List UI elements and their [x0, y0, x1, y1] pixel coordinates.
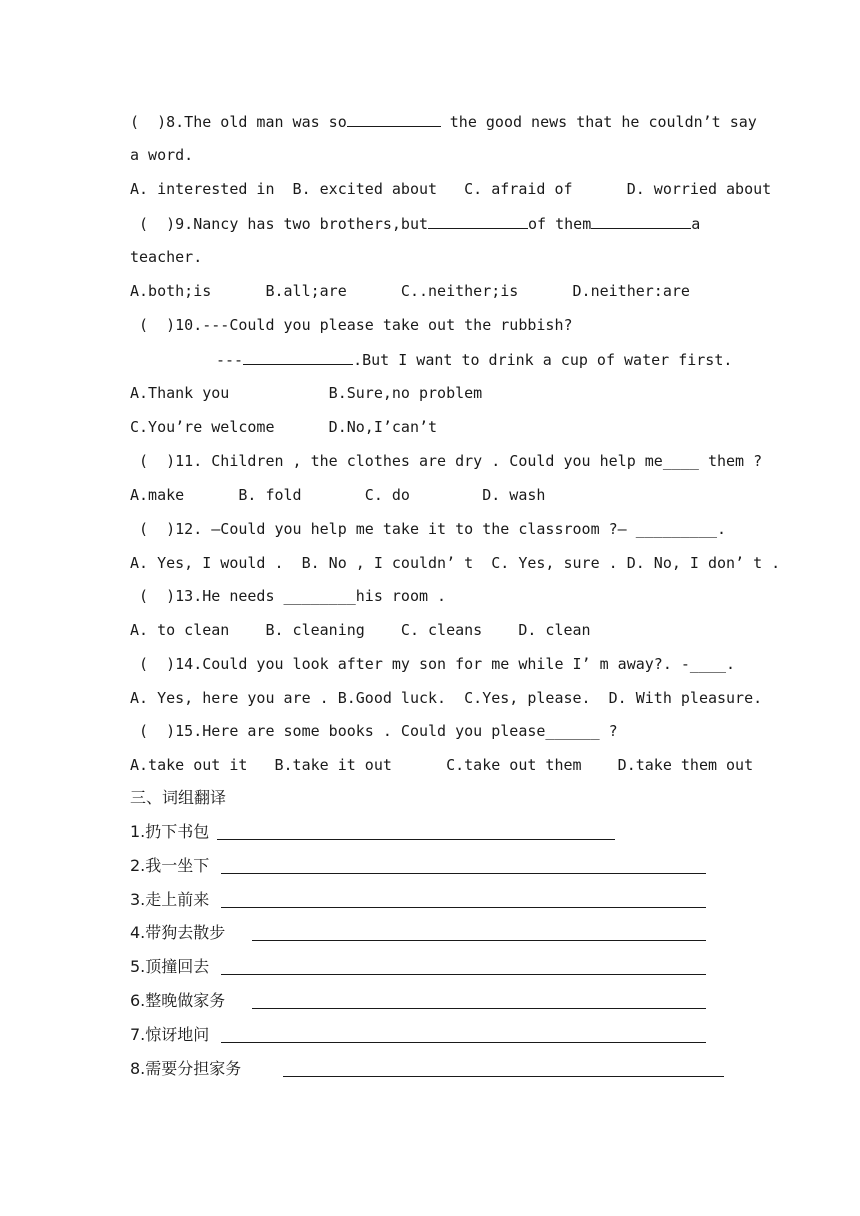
question-10-reply-text: .But I want to drink a cup of water first.: [353, 351, 733, 369]
question-8-stem-end: the good news that he couldn’t say: [440, 113, 757, 131]
translation-answer-line-1[interactable]: [217, 839, 615, 840]
question-8: [130, 111, 757, 132]
translation-answer-line-2[interactable]: [221, 873, 706, 874]
translation-item-1: 1.扔下书包: [130, 822, 210, 841]
question-8-continuation: a word.: [130, 146, 194, 164]
translation-answer-line-5[interactable]: [221, 974, 706, 975]
translation-item-8: 8.需要分担家务: [130, 1059, 242, 1078]
question-13: ( )13.He needs ________his room .: [130, 587, 447, 605]
translation-item-6: 6.整晚做家务: [130, 991, 226, 1010]
question-12: ( )12. —Could you help me take it to the classroom ?— _________.: [130, 520, 727, 538]
answer-blank[interactable]: [428, 213, 528, 229]
question-10: ( )10.---Could you please take out the rubbish?: [130, 316, 573, 334]
question-8-options: A. interested in B. excited about C. afraid of D. worried about: [130, 180, 772, 198]
translation-answer-line-8[interactable]: [283, 1076, 724, 1077]
question-14: ( )14.Could you look after my son for me while I’ m away?. -____.: [130, 655, 736, 673]
section-3-heading: 三、词组翻译: [130, 788, 227, 807]
translation-item-4: 4.带狗去散步: [130, 923, 226, 942]
question-9-stem-end: a: [691, 215, 701, 233]
answer-blank[interactable]: [347, 111, 441, 127]
question-9-stem-start: ( )9.Nancy has two brothers,but: [130, 215, 429, 233]
question-11: ( )11. Children , the clothes are dry . Could you help me____ them ?: [130, 452, 763, 470]
translation-item-3: 3.走上前来: [130, 890, 210, 909]
question-10-options-2: C.You’re welcome D.No,I’can’t: [130, 418, 438, 436]
question-10-options-1: A.Thank you B.Sure,no problem: [130, 384, 483, 402]
question-12-options: A. Yes, I would . B. No , I couldn’ t C. Yes, sure . D. No, I don’ t .: [130, 554, 781, 572]
answer-blank[interactable]: [591, 213, 691, 229]
question-8-stem-start: ( )8.The old man was so: [130, 113, 347, 131]
question-9-stem-middle: of them: [528, 215, 592, 233]
translation-item-2: 2.我一坐下: [130, 856, 210, 875]
question-10-reply-dash: ---: [216, 351, 244, 369]
question-11-options: A.make B. fold C. do D. wash: [130, 486, 546, 504]
translation-answer-line-7[interactable]: [221, 1042, 706, 1043]
translation-answer-line-6[interactable]: [252, 1008, 706, 1009]
translation-answer-line-3[interactable]: [221, 907, 706, 908]
question-15-options: A.take out it B.take it out C.take out them D.take them out: [130, 756, 754, 774]
translation-item-5: 5.顶撞回去: [130, 957, 210, 976]
translation-item-7: 7.惊讶地问: [130, 1025, 210, 1044]
question-13-options: A. to clean B. cleaning C. cleans D. clean: [130, 621, 591, 639]
answer-blank[interactable]: [243, 349, 353, 365]
question-9-continuation: teacher.: [130, 248, 203, 266]
translation-answer-line-4[interactable]: [252, 940, 706, 941]
question-9-options: A.both;is B.all;are C..neither;is D.neither:are: [130, 282, 690, 300]
question-15: ( )15.Here are some books . Could you please______ ?: [130, 722, 618, 740]
question-10-reply: [216, 349, 732, 370]
question-14-options: A. Yes, here you are . B.Good luck. C.Yes, please. D. With pleasure.: [130, 689, 763, 707]
question-9: [130, 213, 700, 234]
